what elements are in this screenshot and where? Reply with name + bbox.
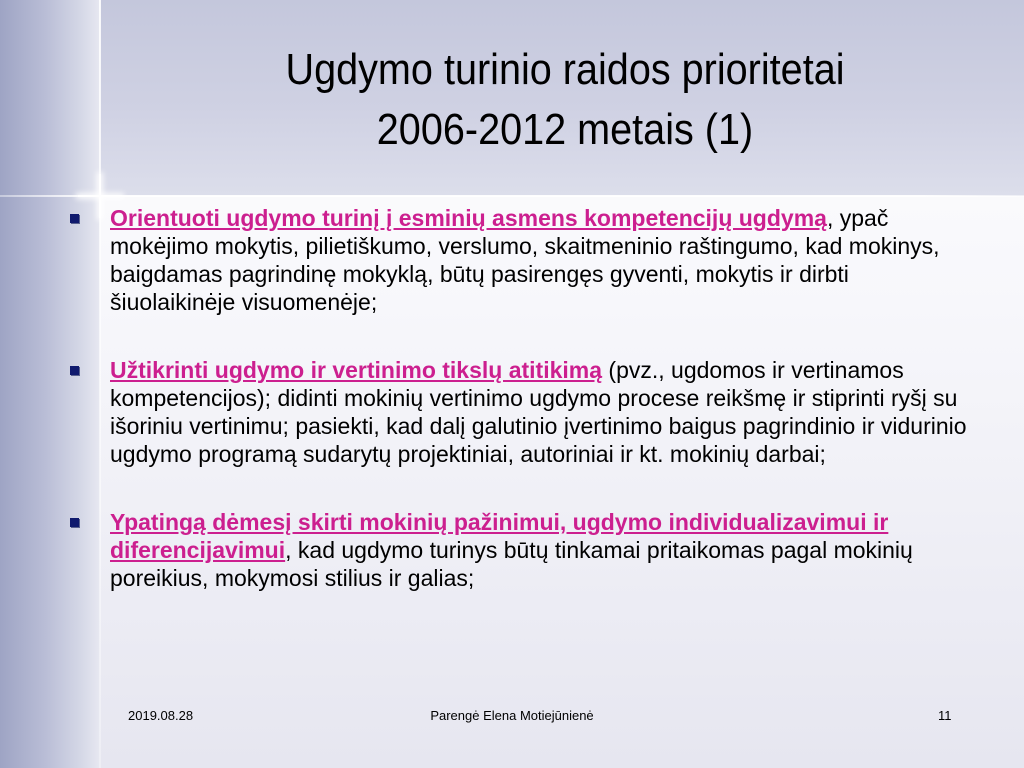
horizontal-divider	[0, 195, 1024, 197]
slide-title	[192, 40, 939, 160]
title-line-2: 2006-2012 metais (1)	[376, 105, 754, 154]
title-line-1: Ugdymo turinio raidos prioritetai	[285, 45, 845, 94]
square-bullet-icon	[70, 214, 79, 223]
bullet-text: , ypač mokėjimo mokytis, pilietiškumo, verslumo, skaitmeninio raštingumo, kad mokinys, baigdamas pagrindinę mokyklą, būtų pasirengęs gyventi, mokytis ir dirbti šiuolaikinėje visuomenėje;	[110, 205, 940, 315]
bullet-item	[68, 356, 978, 468]
bullet-list	[68, 204, 978, 632]
square-bullet-icon	[70, 366, 79, 375]
footer-page-number: 11	[938, 708, 952, 723]
bullet-item	[68, 508, 978, 592]
square-bullet-icon	[70, 518, 79, 527]
bullet-highlight: Užtikrinti ugdymo ir vertinimo tikslų atitikimą	[110, 357, 603, 383]
footer-date: 2019.08.28	[128, 708, 194, 723]
bullet-text: (pvz., ugdomos ir vertinamos kompetencijos); didinti mokinių vertinimo ugdymo procese reikšmę ir stiprinti ryšį su išoriniu vertinimu; pasiekti, kad dalį galutinio įvertinimo baigus pagrindinio ir vidurinio ugdymo programą sudarytų projektiniai, autoriniai ir kt. mokinių darbai;	[110, 357, 967, 467]
bullet-highlight: Ypatingą dėmesį skirti mokinių pažinimui, ugdymo individualizavimui ir diferencijavimui	[110, 509, 889, 563]
bullet-text: , kad ugdymo turinys būtų tinkamai pritaikomas pagal mokinių poreikius, mokymosi stilius ir galias;	[110, 537, 913, 591]
footer-author: Parengė Elena Motiejūnienė	[430, 708, 594, 723]
bullet-item	[68, 204, 978, 316]
bullet-highlight: Orientuoti ugdymo turinį į esminių asmens kompetencijų ugdymą	[110, 205, 827, 231]
